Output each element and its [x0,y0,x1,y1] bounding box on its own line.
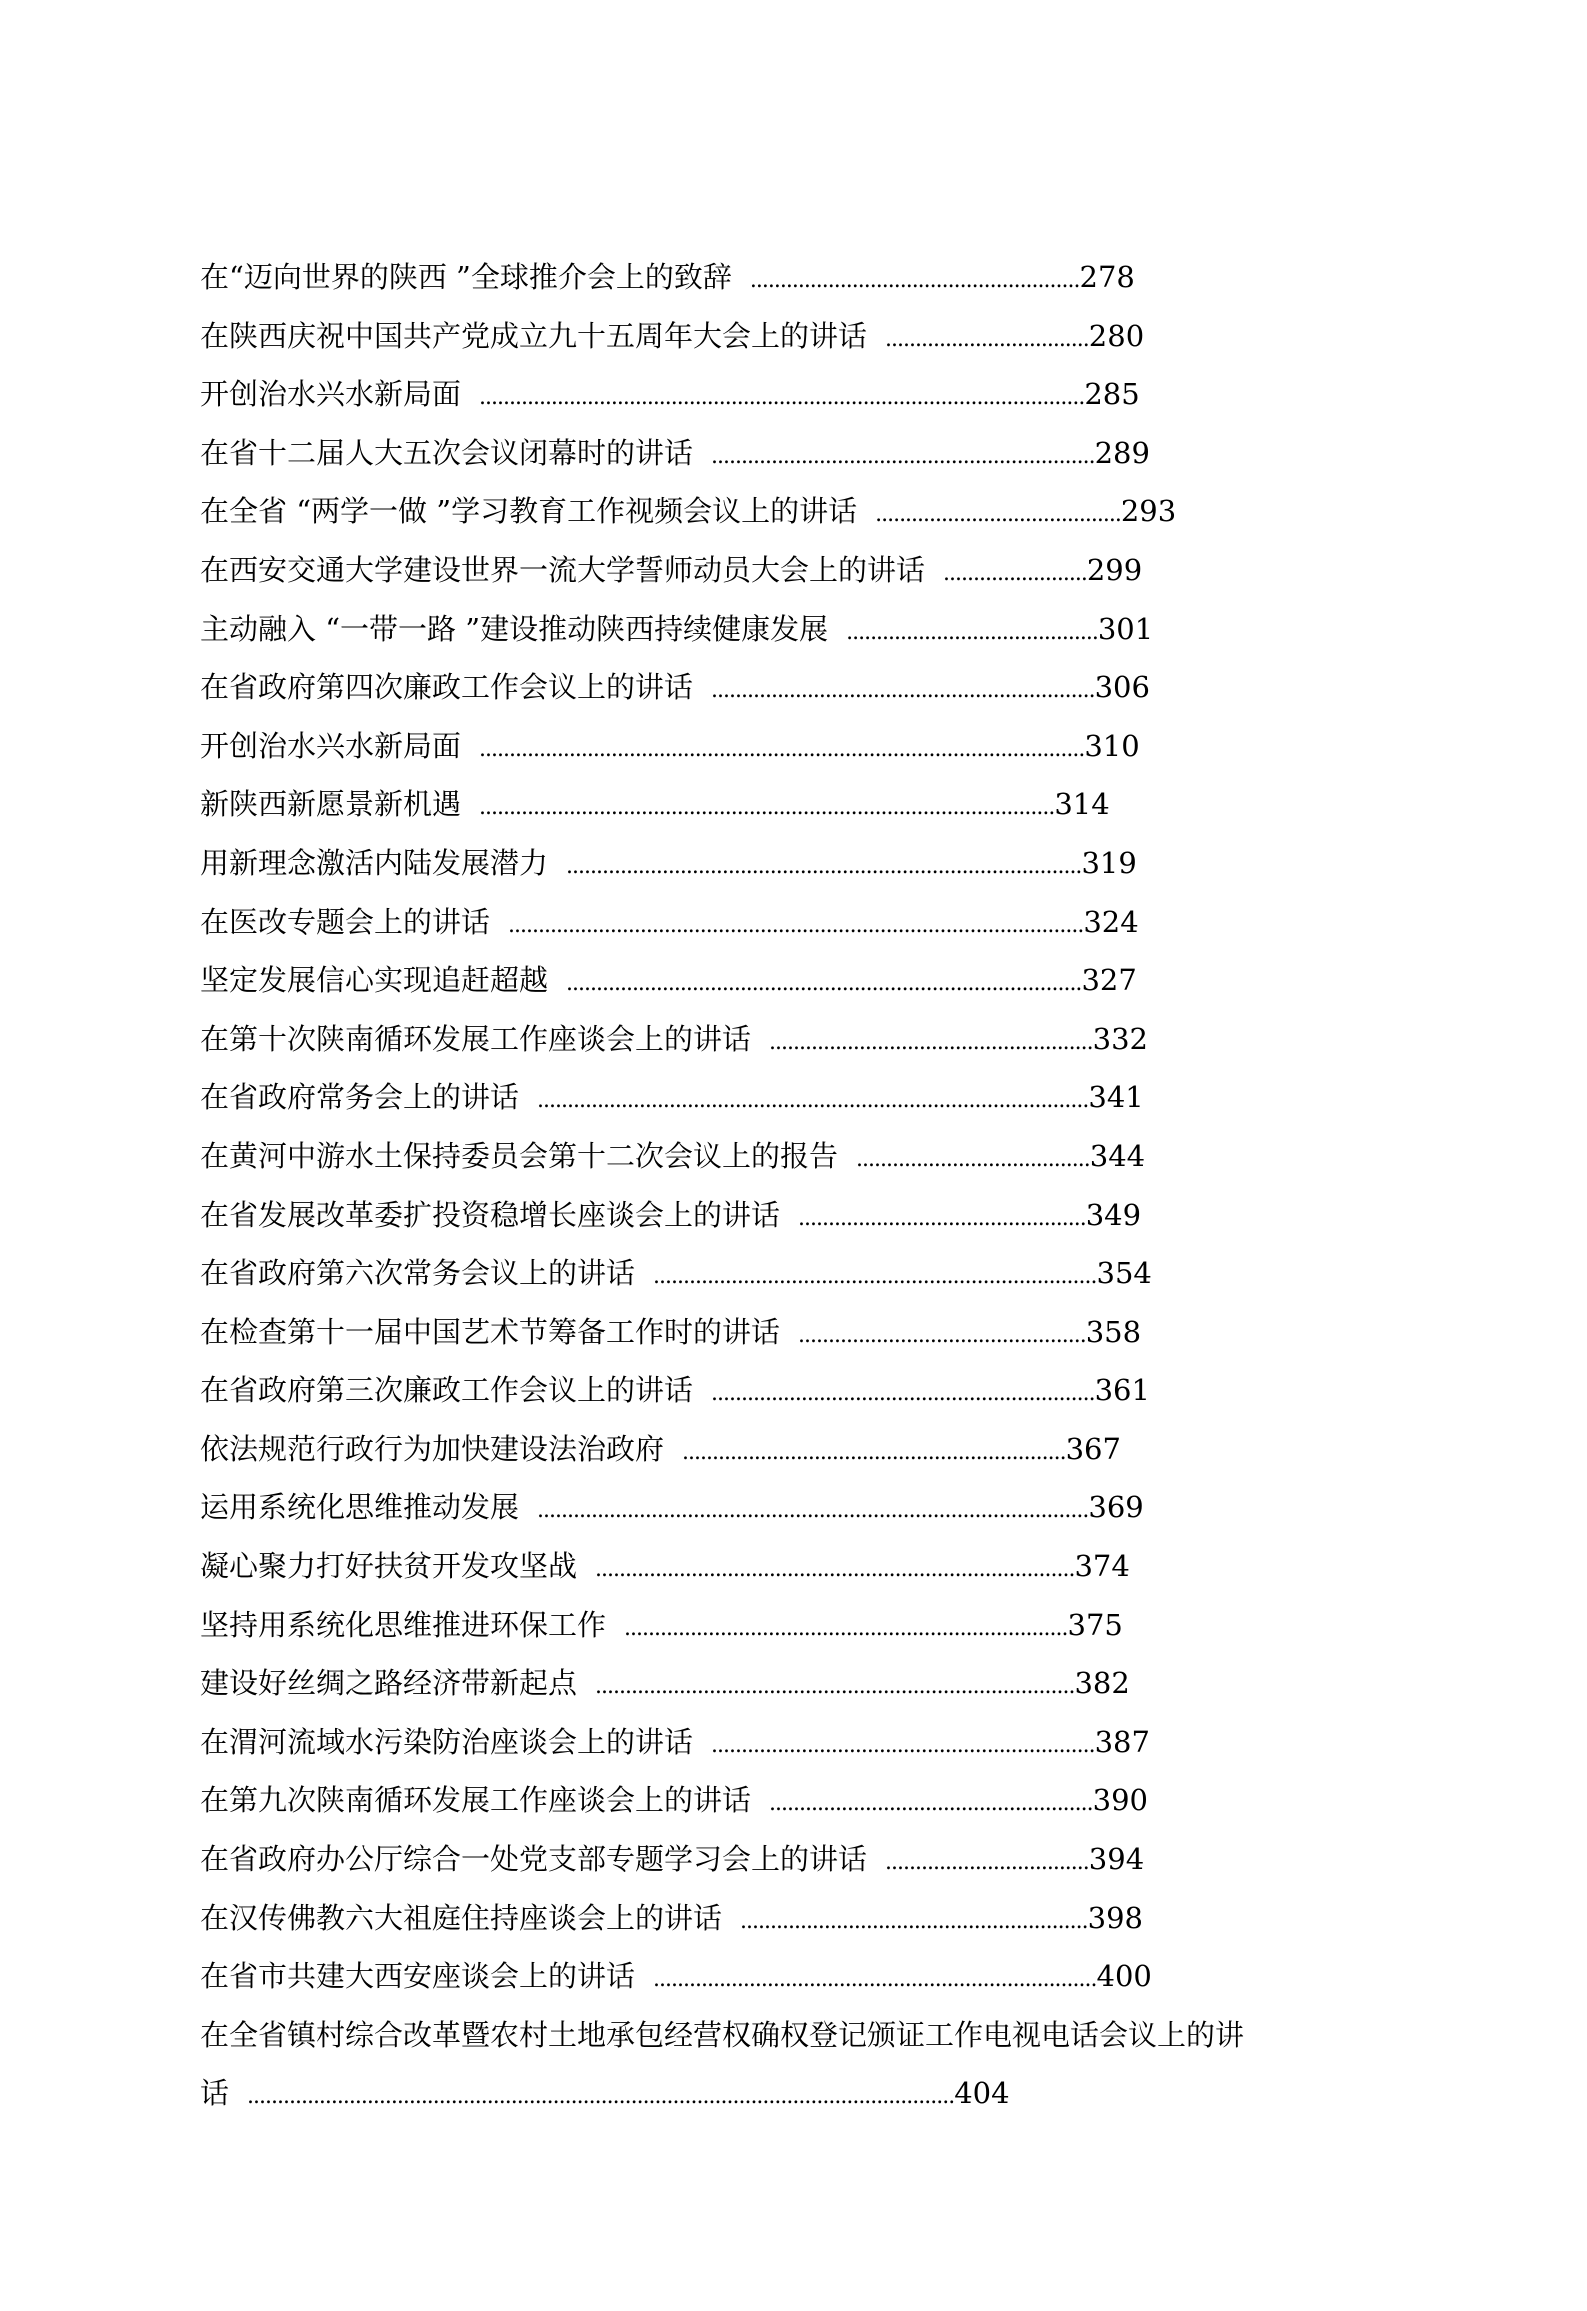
toc-entry[interactable] [200,1947,1370,2006]
toc-entry[interactable] [200,1127,1370,1186]
toc-entry-title: 在省发展改革委扩投资稳增长座谈会上的讲话 [200,1197,781,1232]
toc-entry-title: 在省十二届人大五次会议闭幕时的讲话 [200,435,694,470]
toc-entry[interactable] [200,1771,1370,1830]
toc-dot-leader: ......................................... [875,502,1121,528]
toc-entry-title: 在黄河中游水土保持委员会第十二次会议上的报告 [200,1138,839,1173]
toc-entry-title: 在省政府第六次常务会议上的讲话 [200,1256,636,1291]
toc-entry[interactable] [200,1889,1370,1948]
toc-entry-title: 在检查第十一届中国艺术节筹备工作时的讲话 [200,1314,781,1349]
toc-entry-page-number: 354 [1096,1256,1152,1291]
toc-dot-leader: ....................................... [856,1146,1090,1172]
toc-entry[interactable] [200,482,1370,541]
toc-entry[interactable] [200,1713,1370,1772]
toc-entry[interactable] [200,834,1370,893]
toc-entry-title: 运用系统化思维推动发展 [200,1490,520,1525]
toc-dot-leader: ....................................................... [749,268,1080,293]
toc-dot-leader: ................................................................ [711,443,1095,469]
toc-entry-title: 依法规范行政行为加快建设法治政府 [200,1431,665,1466]
toc-entry[interactable] [200,1244,1370,1303]
toc-entry[interactable] [200,1596,1370,1655]
toc-dot-leader: .......................................................................... [624,1615,1068,1641]
toc-entry-page-number: 375 [1067,1607,1123,1642]
toc-entry-page-number: 324 [1083,904,1139,939]
toc-entry[interactable] [200,1068,1370,1127]
toc-entry-title: 在西安交通大学建设世界一流大学誓师动员大会上的讲话 [200,552,926,587]
toc-entry-title: 凝心聚力打好扶贫开发攻坚战 [200,1549,578,1584]
toc-dot-leader: ................................................................ [682,1439,1066,1465]
toc-entry-title: 在陕西庆祝中国共产党成立九十五周年大会上的讲话 [200,318,868,353]
toc-entry-page-number: 278 [1079,260,1135,294]
toc-dot-leader: ................................................................ [711,1381,1095,1407]
toc-entry-title: 开创治水兴水新局面 [200,728,462,763]
toc-entry[interactable] [200,775,1370,834]
toc-dot-leader: ............................................................................................ [537,1088,1089,1114]
toc-entry[interactable] [200,1303,1370,1362]
toc-entry-page-number: 400 [1096,1959,1152,1994]
toc-dot-leader: ...................................................................................... [566,853,1082,879]
toc-entry[interactable] [200,2006,1370,2123]
toc-dot-leader: ............................................................................................ [537,1498,1089,1524]
toc-entry-page-number: 369 [1088,1490,1144,1525]
toc-entry[interactable] [200,365,1370,424]
toc-entry-page-number: 374 [1074,1549,1130,1584]
toc-entry-title: 新陕西新愿景新机遇 [200,787,462,822]
toc-dot-leader: ................................................................................................ [479,795,1055,821]
toc-entry[interactable] [200,307,1370,366]
toc-entry[interactable] [200,717,1370,776]
toc-dot-leader: ................................................................ [711,678,1095,704]
toc-entry-page-number: 361 [1094,1373,1150,1408]
toc-entry-page-number: 299 [1086,552,1143,587]
toc-dot-leader: .......................................................... [740,1908,1088,1934]
toc-dot-leader: .......................................................................... [653,1967,1097,1993]
toc-entry-title: 在“迈向世界的陕西 ”全球推介会上的致辞 [200,260,732,294]
toc-entry-title: 在医改专题会上的讲话 [200,904,491,939]
toc-entry-page-number: 341 [1088,1080,1144,1115]
toc-entry-title: 建设好丝绸之路经济带新起点 [200,1666,578,1701]
toc-entry-page-number: 285 [1084,377,1140,412]
toc-entry-title: 在省政府第四次廉政工作会议上的讲话 [200,670,694,705]
toc-entry-title: 主动融入 “一带一路 ”建设推动陕西持续健康发展 [200,611,829,646]
toc-entry-title: 在第十次陕南循环发展工作座谈会上的讲话 [200,1021,752,1056]
toc-entry-title: 坚持用系统化思维推进环保工作 [200,1607,607,1642]
toc-dot-leader: ...................................................................................................................... [247,2084,955,2110]
toc-entry-page-number: 319 [1081,845,1137,880]
toc-dot-leader: ................................................................................ [595,1674,1075,1700]
toc-entry-title: 话 [200,2076,230,2111]
toc-entry-title: 在省市共建大西安座谈会上的讲话 [200,1959,636,1994]
toc-entry[interactable] [200,600,1370,659]
toc-dot-leader: ..................................................................................................... [479,385,1085,411]
toc-entry-page-number: 310 [1084,728,1140,763]
toc-entry[interactable] [200,1478,1370,1537]
toc-entry-title: 在省政府办公厅综合一处党支部专题学习会上的讲话 [200,1842,868,1877]
toc-entry-page-number: 344 [1089,1138,1146,1173]
toc-dot-leader: ................................................................................ [595,1557,1075,1583]
toc-entry-title: 用新理念激活内陆发展潜力 [200,845,549,880]
toc-dot-leader: ........................ [943,560,1087,586]
toc-entry[interactable] [200,658,1370,717]
toc-entry[interactable] [200,1654,1370,1713]
toc-entry[interactable] [200,424,1370,483]
toc-entry-page-number: 358 [1085,1314,1142,1349]
toc-entry-page-number: 280 [1088,318,1145,353]
toc-entry-title: 在全省镇村综合改革暨农村土地承包经营权确权登记颁证工作电视电话会议上的讲 [200,2017,1245,2052]
toc-dot-leader: ................................................................ [711,1732,1095,1758]
toc-entry[interactable] [200,1537,1370,1596]
toc-entry-title: 在渭河流域水污染防治座谈会上的讲话 [200,1724,694,1759]
toc-dot-leader: .................................. [885,326,1089,352]
toc-dot-leader: ................................................ [798,1322,1086,1348]
toc-dot-leader: ................................................ [798,1205,1086,1231]
toc-entry-page-number: 327 [1081,963,1137,998]
toc-entry-page-number: 293 [1120,494,1177,529]
toc-dot-leader: .......................................... [846,619,1098,645]
toc-entry[interactable] [200,951,1370,1010]
toc-entry-page-number: 289 [1094,435,1150,470]
toc-dot-leader: ...................................................................................... [566,971,1082,997]
toc-entry[interactable] [200,1830,1370,1889]
toc-entry-title: 在第九次陕南循环发展工作座谈会上的讲话 [200,1783,752,1818]
toc-entry-title: 开创治水兴水新局面 [200,377,462,412]
toc-entry-page-number: 332 [1092,1021,1149,1056]
toc-entry-title: 在省政府常务会上的讲话 [200,1080,520,1115]
toc-entry-page-number: 394 [1088,1842,1145,1877]
toc-dot-leader: ..................................................................................................... [479,736,1085,762]
toc-entry[interactable] [200,893,1370,952]
toc-entry-page-number: 367 [1065,1431,1121,1466]
table-of-contents [200,248,1370,2123]
toc-entry[interactable] [200,248,1370,307]
toc-entry-title: 在汉传佛教六大祖庭住持座谈会上的讲话 [200,1900,723,1935]
toc-entry-page-number: 404 [954,2076,1010,2111]
toc-dot-leader: .......................................................................... [653,1264,1097,1290]
toc-entry-page-number: 387 [1094,1724,1150,1759]
toc-dot-leader: ................................................................................................ [508,912,1084,938]
toc-entry-page-number: 314 [1054,787,1110,822]
toc-dot-leader: ...................................................... [769,1791,1093,1817]
toc-entry-title: 在省政府第三次廉政工作会议上的讲话 [200,1373,694,1408]
toc-entry-page-number: 398 [1087,1900,1143,1935]
toc-entry-page-number: 382 [1074,1666,1130,1701]
toc-entry[interactable] [200,1010,1370,1069]
toc-entry[interactable] [200,1361,1370,1420]
toc-entry-title: 在全省 “两学一做 ”学习教育工作视频会议上的讲话 [200,494,858,529]
toc-entry-title-continued [200,2064,1370,2123]
toc-dot-leader: ...................................................... [769,1029,1093,1055]
toc-entry-title: 坚定发展信心实现追赶超越 [200,963,549,998]
toc-entry-page-number: 349 [1085,1197,1142,1232]
toc-entry[interactable] [200,1420,1370,1479]
toc-entry-page-number: 301 [1097,611,1154,646]
toc-entry-page-number: 390 [1092,1783,1149,1818]
toc-entry-page-number: 306 [1094,670,1150,705]
toc-dot-leader: .................................. [885,1850,1089,1876]
toc-entry[interactable] [200,1186,1370,1245]
toc-entry[interactable] [200,541,1370,600]
